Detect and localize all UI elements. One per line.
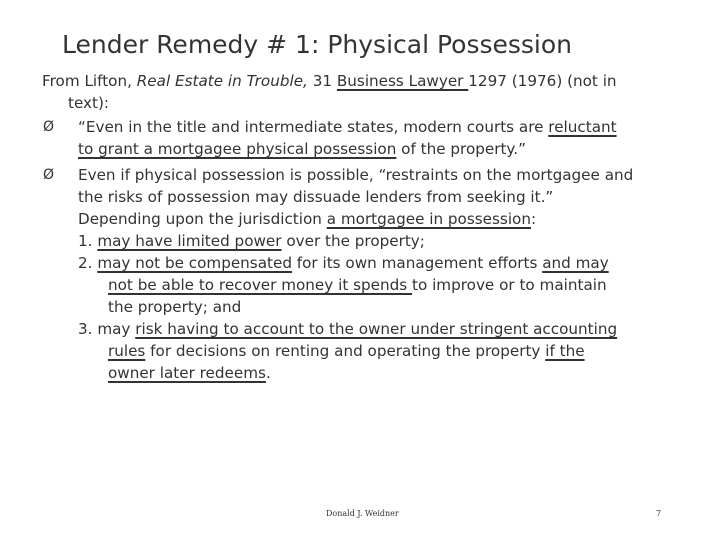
list-item-3-line-3: owner later redeems. (108, 364, 271, 382)
list-item-2: 2. may not be compensated for its own management efforts and may (78, 254, 609, 272)
bullet-1-line-2: to grant a mortgagee physical possession of the property.” (78, 140, 526, 158)
bullet-1-line-1: “Even in the title and intermediate states, modern courts are reluctant (78, 118, 617, 136)
list-item-3-line-2: rules for decisions on renting and operating the property if the (108, 342, 585, 360)
footer-author: Donald J. Weidner (326, 509, 399, 518)
journal-name: Business Lawyer (336, 72, 469, 90)
arrow-bullet-icon: Ø (43, 167, 55, 183)
list-item-2-line-2: not be able to recover money it spends to improve or to maintain (108, 276, 607, 294)
bullet-2-line-3: Depending upon the jurisdiction a mortgagee in possession: (78, 210, 537, 228)
list-item-3: 3. may risk having to account to the owner under stringent accounting (78, 320, 618, 338)
list-item-1: 1. may have limited power over the property; (78, 232, 425, 250)
slide-title: Lender Remedy # 1: Physical Possession (62, 30, 573, 59)
page-number: 7 (656, 509, 662, 518)
bullet-2-line-1: Even if physical possession is possible, “restraints on the mortgagee and (78, 166, 634, 184)
bullet-2-line-2: the risks of possession may dissuade lenders from seeking it.” (78, 188, 554, 206)
arrow-bullet-icon: Ø (43, 119, 55, 135)
list-item-2-line-3: the property; and (108, 298, 242, 316)
intro-line-1: From Lifton, Real Estate in Trouble, 31 Business Lawyer 1297 (1976) (not in (42, 72, 617, 90)
book-title: Real Estate in Trouble, (136, 72, 308, 90)
intro-line-2: text): (68, 94, 110, 112)
